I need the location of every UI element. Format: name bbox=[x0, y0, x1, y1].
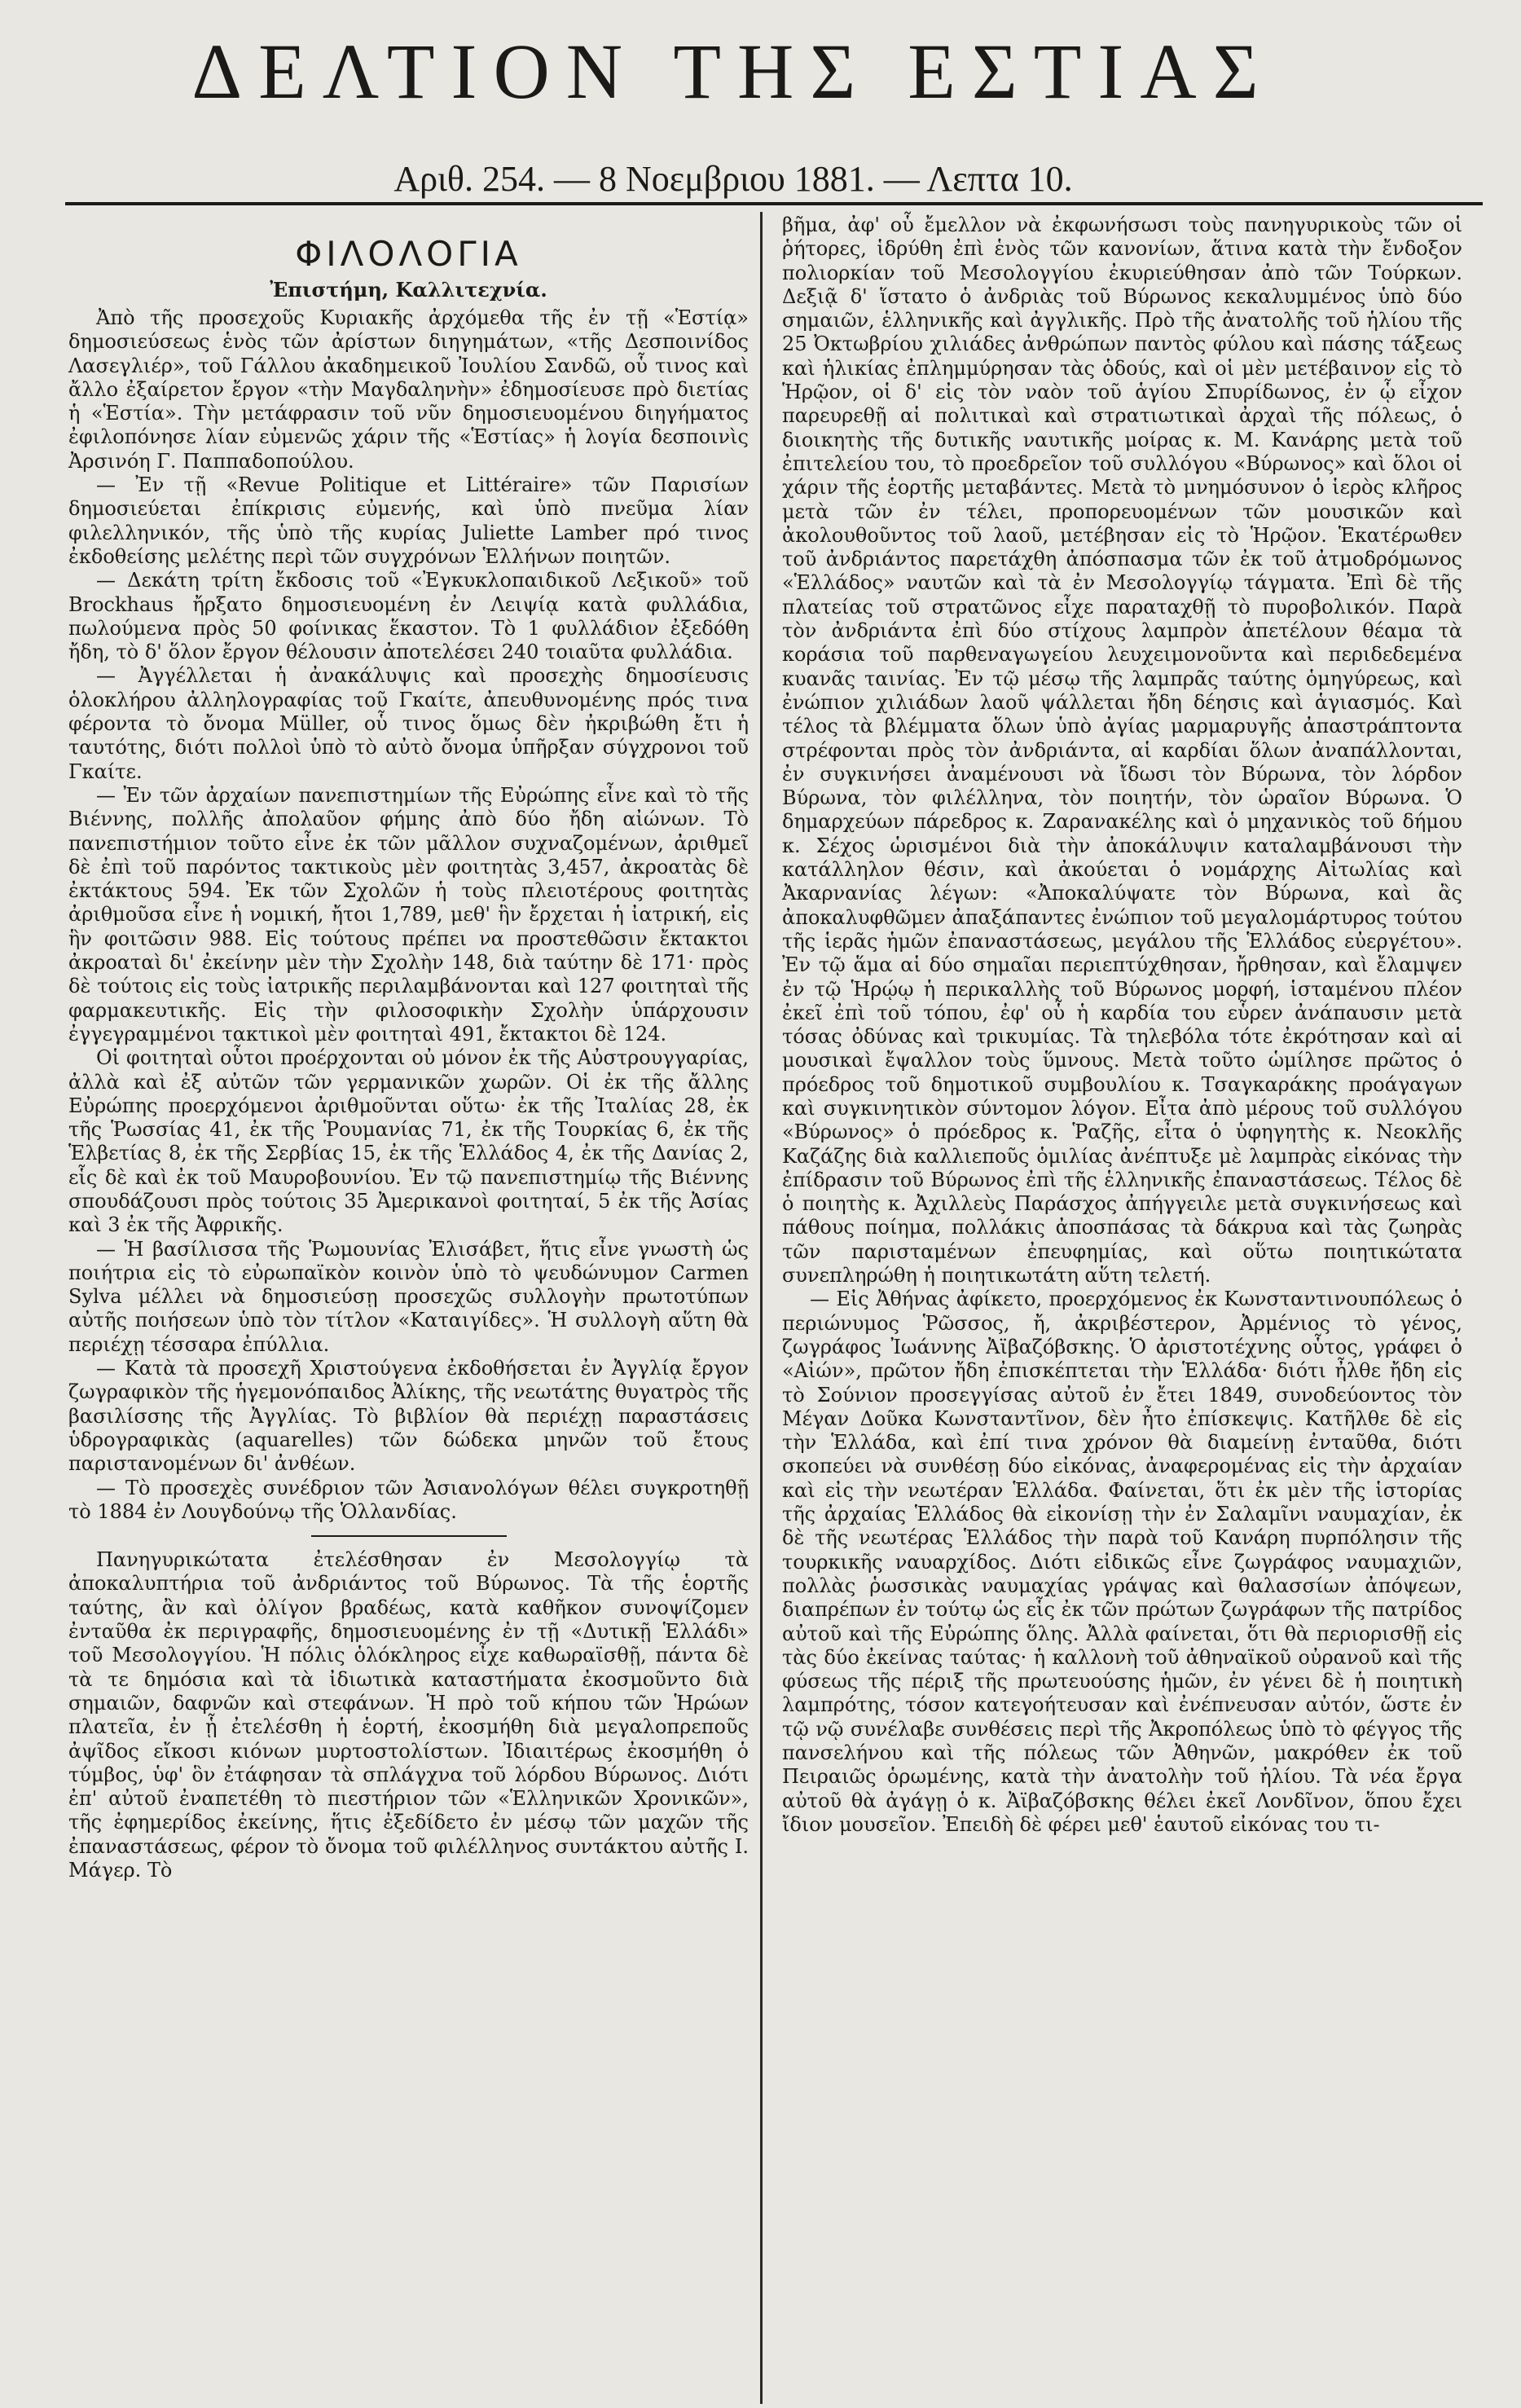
paragraph: — Εἰς Ἀθήνας ἀφίκετο, προερχόμενος ἐκ Κωνσταντινουπόλεως ὁ περιώνυμος Ῥῶσσος, ἤ, ἀκριβέστερον, Ἀρμένιος τὸ γένος, ζωγράφος Ἰωάννης Ἀϊβαζόβσκης. Ὁ ἀριστοτέχνης οὗτος, γράφει ὁ «Αἰών», πρῶτον ἤδη ἐπισκέπτεται τὴν Ἑλλάδα· διότι ἦλθε ἤδη εἰς τὸ Σούνιον προσεγγίσας αὐτοῦ ἐν ἔτει 1849, συνοδεύοντος τὸν Μέγαν Δοῦκα Κωνσταντῖνον, δὲν ἦτο ἐπίσκεψις. Κατῆλθε δὲ εἰς τὴν Ἑλλάδα, καὶ ἐπί τινα χρόνον θὰ διαμείνῃ ἐνταῦθα, διότι σκοπεύει νὰ συνθέσῃ δύο εἰκόνας, ἀναφερομένας εἰς τὴν ἀρχαίαν καὶ εἰς τὴν νεωτέραν Ἑλλάδα. Φαίνεται, ὅτι ἐκ μὲν τῆς ἱστορίας τῆς ἀρχαίας Ἑλλάδος θὰ εἰκονίσῃ τὴν ἐν Σαλαμῖνι ναυμαχίαν, ἐκ δὲ τῆς νεωτέρας Ἑλλάδος τὴν παρὰ τοῦ Κανάρη πυρπόλησιν τῆς τουρκικῆς ναυαρχίδος. Διότι εἰδικῶς εἶνε ζωγράφος ναυμαχιῶν, πολλὰς ῥωσσικὰς ναυμαχίας γράψας καὶ θαλασσίων ἀπόψεων, διαπρέπων ἐν τούτῳ ὡς εἷς ἐκ τῶν πρώτων ζωγράφων τῆς πατρίδος αὐτοῦ καὶ τῆς Εὐρώπης ὅλης. Ἀλλὰ φαίνεται, ὅτι θὰ περιορισθῇ εἰς τὰς δύο ἐκείνας ταύτας· ἡ καλλονὴ τοῦ ἀθηναϊκοῦ οὐρανοῦ καὶ τῆς φύσεως τῆς πέριξ τῆς πρωτευούσης ἡμῶν, ἐν γένει δὲ ἡ ποιητικὴ λαμπρότης, τόσον κατεγοήτευσαν καὶ ἐνέπνευσαν αὐτόν, ὥστε ἐν τῷ νῷ συνέλαβε συνθέσεις περὶ τῆς Ἀκροπόλεως ὑπὸ τὸ φέγγος τῆς πανσελήνου καὶ τῆς πόλεως τῶν Ἀθηνῶν, μακρόθεν ἐκ τοῦ Πειραιῶς ὁρωμένης, κατὰ τὴν ἀνατολὴν τοῦ ἡλίου. Τὰ νέα ἔργα αὐτοῦ θὰ ἀγάγῃ ὁ κ. Ἀϊβαζόβσκης θέλει ἐκεῖ Λονδῖνον, ὅπου ἔχει ἴδιον μουσεῖον. Ἐπειδὴ δὲ φέρει μεθ' ἑαυτοῦ εἰκόνας του τι- bbox=[782, 1288, 1462, 1836]
column-divider bbox=[760, 212, 763, 2404]
article-separator bbox=[311, 1535, 507, 1537]
paragraph: — Κατὰ τὰ προσεχῆ Χριστούγενα ἐκδοθήσεται ἐν Ἀγγλίᾳ ἔργον ζωγραφικὸν τῆς ἡγεμονόπαιδος Ἀλίκης, τῆς νεωτάτης θυγατρὸς τῆς βασιλίσσης τῆς Ἀγγλίας. Τὸ βιβλίον θὰ περιέχῃ παραστάσεις ὑδρογραφικὰς (aquarelles) τῶν δώδεκα μηνῶν τοῦ ἔτους παριστανομένων δι' ἀνθέων. bbox=[68, 1357, 749, 1476]
header-rule bbox=[65, 202, 1483, 205]
paragraph: — Δεκάτη τρίτη ἔκδοσις τοῦ «Ἐγκυκλοπαιδικοῦ Λεξικοῦ» τοῦ Brockhaus ἤρξατο δημοσιευομένη ἐν Λειψίᾳ κατὰ φυλλάδια, πωλούμενα πρὸς 50 φοίνικας ἕκαστον. Τὸ 1 φυλλάδιον ἐξεδόθη ἤδη, τὸ δ' ὅλον ἔργον θέλουσιν ἀποτελέσει 240 τοιαῦτα φυλλάδια. bbox=[68, 569, 749, 664]
paragraph: Πανηγυρικώτατα ἐτελέσθησαν ἐν Μεσολογγίῳ τὰ ἀποκαλυπτήρια τοῦ ἀνδριάντος τοῦ Βύρωνος. Τὰ τῆς ἑορτῆς ταύτης, ἂν καὶ ὀλίγον βραδέως, κατὰ καθῆκον συνοψίζομεν ἐνταῦθα ἐκ περιγραφῆς, δημοσιευομένης ἐν τῇ «Δυτικῇ Ἑλλάδι» τοῦ Μεσολογγίου. Ἡ πόλις ὁλόκληρος εἶχε καθωραϊσθῇ, πάντα δὲ τὰ τε δημόσια καὶ τὰ ἰδιωτικὰ καταστήματα ἐκοσμοῦντο διὰ σημαιῶν, δαφνῶν καὶ στεφάνων. Ἡ πρὸ τοῦ κήπου τῶν Ἡρώων πλατεῖα, ἐν ᾗ ἐτελέσθη ἡ ἑορτή, ἐκοσμήθη διὰ μεγαλοπρεποῦς ἀψῖδος εἴκοσι κιόνων μυρτοστολίστων. Ἰδιαιτέρως ἐκοσμήθη ὁ τύμβος, ὑφ' ὃν ἐτάφησαν τὰ σπλάγχνα τοῦ λόρδου Βύρωνος. Διότι ἐπ' αὐτοῦ ἐναπετέθη τὸ πιεστήριον τῶν «Ἑλληνικῶν Χρονικῶν», τῆς ἐφημερίδος ἐκείνης, ἥτις ἐξεδίδετο ἐν μέσῳ τῶν μαχῶν τῆς ἐπαναστάσεως, φέρον τὸ ὄνομα τοῦ φιλέλληνος συντάκτου αὐτῆς Ι. Μάγερ. Τὸ bbox=[68, 1548, 749, 1882]
newspaper-title: ΔΕΛΤΙΟΝ ΤΗΣ ΕΣΤΙΑΣ bbox=[191, 28, 1275, 115]
masthead bbox=[122, 28, 1344, 204]
section-subtitle: Ἐπιστήμη, Καλλιτεχνία. bbox=[270, 278, 547, 302]
paragraph: — Ἐν τῶν ἀρχαίων πανεπιστημίων τῆς Εὐρώπης εἶνε καὶ τὸ τῆς Βιέννης, πολλῆς ἀπολαῦον φήμης ἀπὸ δύο ἤδη αἰώνων. Τὸ πανεπιστήμιον τοῦτο εἶνε ἐκ τῶν μᾶλλον συχναζομένων, ἀριθμεῖ δὲ ἐπὶ τοῦ παρόντος τακτικοὺς μὲν φοιτητὰς 3,457, ἀκροατὰς δὲ ἐκτάκτους 594. Ἐκ τῶν Σχολῶν ἡ τοὺς πλειοτέρους φοιτητὰς ἀριθμοῦσα εἶνε ἡ νομική, ἤτοι 1,789, μεθ' ἣν ἔρχεται ἡ ἰατρική, εἰς ἣν φοιτῶσιν 988. Εἰς τούτους πρέπει να προστεθῶσιν ἔκτακτοι ἀκροαταὶ δι' ἐκείνην μὲν τὴν Σχολὴν 148, διὰ ταύτην δὲ 171· πρὸς δὲ τούτοις εἰς τοὺς ἰατρικῆς περιλαμβάνονται καὶ 127 φοιτηταὶ τῆς φαρμακευτικῆς. Εἰς τὴν φιλοσοφικὴν Σχολὴν ὑπάρχουσιν ἐγγεγραμμένοι τακτικοὶ μὲν φοιτηταὶ 491, ἔκτακτοι δὲ 124. bbox=[68, 783, 749, 1046]
paragraph: — Τὸ προσεχὲς συνέδριον τῶν Ἀσιανολόγων θέλει συγκροτηθῇ τὸ 1884 ἐν Λουγδούνῳ τῆς Ὁλλανδίας. bbox=[68, 1476, 749, 1523]
issue-line: Αριθ. 254. — 8 Νοεμβριου 1881. — Λεπτα 10. bbox=[393, 159, 1073, 199]
paragraph: Οἱ φοιτηταὶ οὗτοι προέρχονται οὐ μόνον ἐκ τῆς Αὐστρουγγαρίας, ἀλλὰ καὶ ἐξ αὐτῶν τῶν γερμανικῶν χωρῶν. Οἱ ἐκ τῆς ἄλλης Εὐρώπης προερχόμενοι ἀριθμοῦνται οὕτω· ἐκ τῆς Ἰταλίας 28, ἐκ τῆς Ῥωσσίας 41, ἐκ τῆς Ῥουμανίας 71, ἐκ τῆς Τουρκίας 6, ἐκ τῆς Ἑλβετίας 8, ἐκ τῆς Σερβίας 15, ἐκ τῆς Ἑλλάδος 4, ἐκ τῆς Δανίας 2, εἷς δὲ καὶ ἐκ τοῦ Μαυροβουνίου. Ἐν τῷ πανεπιστημίῳ τῆς Βιέννης σπουδάζουσι πρὸς τούτοις 35 Ἀμερικανοὶ φοιτηταί, 5 ἐκ τῆς Ἀσίας καὶ 3 ἐκ τῆς Ἀφρικῆς. bbox=[68, 1046, 749, 1237]
paragraph: — Ἡ βασίλισσα τῆς Ῥωμουνίας Ἐλισάβετ, ἥτις εἶνε γνωστὴ ὡς ποιήτρια εἰς τὸ εὐρωπαϊκὸν κοινὸν ὑπὸ τὸ ψευδώνυμον Carmen Sylva μέλλει νὰ δημοσιεύσῃ προσεχῶς συλλογὴν πρωτοτύπων αὐτῆς ποιήσεων ὑπὸ τὸν τίτλον «Καταιγίδες». Ἡ συλλογὴ αὕτη θὰ περιέχῃ τέσσαρα ἐπύλλια. bbox=[68, 1237, 749, 1356]
paragraph: — Ἐν τῇ «Revue Politique et Littéraire» τῶν Παρισίων δημοσιεύεται ἐπίκρισις εὐμενής, καὶ ὑπὸ πνεῦμα λίαν φιλελληνικόν, τῆς ὑπὸ τῆς κυρίας Juliette Lamber πρό τινος ἐκδοθείσης μελέτης περὶ τῶν συγχρόνων Ἑλλήνων ποιητῶν. bbox=[68, 473, 749, 568]
right-column bbox=[782, 214, 1462, 1837]
paragraph: Ἀπὸ τῆς προσεχοῦς Κυριακῆς ἀρχόμεθα τῆς ἐν τῇ «Ἑστίᾳ» δημοσιεύσεως ἑνὸς τῶν ἀρίστων διηγημάτων, «τῆς Δεσποινίδος Λασεγλιέρ», τοῦ Γάλλου ἀκαδημεικοῦ Ἰουλίου Σανδῶ, οὗ τινος καὶ ἄλλο ἐξαίρετον ἔργον «τὴν Μαγδαληνὴν» ἐδημοσίευσε πρὸ διετίας ἡ «Ἑστία». Τὴν μετάφρασιν τοῦ νῦν δημοσιευομένου διηγήματος ἐφιλοπόνησε λίαν εὐμενῶς χάριν τῆς «Ἑστίας» ἡ λογία δεσποινὶς Ἀρσινόη Γ. Παππαδοπούλου. bbox=[68, 306, 749, 473]
paragraph: — Ἀγγέλλεται ἡ ἀνακάλυψις καὶ προσεχὴς δημοσίευσις ὁλοκλήρου ἀλληλογραφίας τοῦ Γκαίτε, ἀπευθυνομένης πρός τινα φέροντα τὸ ὄνομα Müller, οὗ τινος ὅμως δὲν ἠκριβώθη ἔτι ἡ ταυτότης, διότι πολλοὶ ὑπὸ τὸ αὐτὸ ὄνομα ὑπῆρξαν σύγχρονοι τοῦ Γκαίτε. bbox=[68, 664, 749, 783]
left-column bbox=[68, 214, 749, 1882]
paragraph: βῆμα, ἀφ' οὗ ἔμελλον νὰ ἐκφωνήσωσι τοὺς πανηγυρικοὺς τῶν οἱ ῥήτορες, ἱδρύθη ἐπὶ ἑνὸς τῶν κανονίων, ἅτινα κατὰ τὴν ἔνδοξον πολιορκίαν τοῦ Μεσολογγίου ἐκυριεύθησαν ἀπὸ τῶν Τούρκων. Δεξιᾷ δ' ἵστατο ὁ ἀνδριὰς τοῦ Βύρωνος κεκαλυμμένος ὑπὸ δύο σημαιῶν, ἑλληνικῆς καὶ ἀγγλικῆς. Πρὸ τῆς ἀνατολῆς τοῦ ἡλίου τῆς 25 Ὀκτωβρίου χιλιάδες ἀνθρώπων παντὸς φύλου καὶ πάσης τάξεως καὶ ἡλικίας ἐπλημμύρησαν τὰς ὁδούς, καὶ οἱ μὲν μετέβαινον εἰς τὸ Ἡρῷον, οἱ δ' εἰς τὸν ναὸν τοῦ ἁγίου Σπυρίδωνος, ἐν ᾧ εἶχον παρευρεθῇ αἱ πολιτικαὶ καὶ στρατιωτικαὶ ἀρχαὶ τῆς πόλεως, ὁ διοικητὴς τῆς δυτικῆς ναυτικῆς μοίρας κ. Μ. Κανάρης μετὰ τοῦ ἐπιτελείου του, τὸ προεδρεῖον τοῦ συλλόγου «Βύρωνος» καὶ ὅλοι οἱ χάριν τῆς ἑορτῆς μεταβάντες. Μετὰ τὸ μνημόσυνον ὁ ἱερὸς κλῆρος μετὰ τῶν ἐν τέλει, προπορευομένων τῶν μουσικῶν καὶ ἀκολουθοῦντος τοῦ λαοῦ, μετέβησαν εἰς τὸ Ἡρῷον. Ἑκατέρωθεν τοῦ ἀνδριάντος παρετάχθη ἀπόσπασμα τῶν ἐκ τοῦ ἀτμοδρόμωνος «Ἑλλάδος» ναυτῶν καὶ τὰ ἐν Μεσολογγίῳ τάγματα. Ἐπὶ δὲ τῆς πλατείας τοῦ στρατῶνος εἶχε παραταχθῇ τὸ πυροβολικόν. Παρὰ τὸν ἀνδριάντα ἐπὶ δύο στίχους λαμπρὸν ἀπετέλουν θέαμα τὰ κοράσια τοῦ παρθεναγωγείου λευχειμονοῦντα καὶ περιδεδεμένα κυανᾶς ταινίας. Ἐν τῷ μέσῳ τῆς λαμπρᾶς ταύτης ὁμηγύρεως, καὶ ἐνώπιον χιλιάδων λαοῦ ψάλλεται ἤδη δέησις καὶ ἁγιασμός. Καὶ τέλος τὰ βλέμματα ὅλων ὑπὸ ἀγίας μαρμαρυγῆς ἀπαστράπτοντα στρέφονται πρὸς τὸν ἀνδριάντα, αἱ καρδίαι ὅλων ἀναπάλλονται, ἐν συγκινήσει ἀναμένουσι νὰ ἴδωσι τὸν Βύρωνα, τὸν λόρδον Βύρωνα, τὸν φιλέλληνα, τὸν ποιητήν, τὸν ὡραῖον Βύρωνα. Ὁ δημαρχεύων πάρεδρος κ. Ζαρανακέλης καὶ ὁ μηχανικὸς τοῦ δήμου κ. Σέχος ὡρισμένοι διὰ τὴν ἀποκάλυψιν καταλαμβάνουσι τὴν κατάλληλον θέσιν, καὶ ἀκούεται ὁ νομάρχης Αἰτωλίας καὶ Ἀκαρνανίας λέγων: «Ἀποκαλύψατε τὸν Βύρωνα, καὶ ἂς ἀποκαλυφθῶμεν ἀπαξάπαντες ἐνώπιον τοῦ μεγαλομάρτυρος τούτου τῆς ἱερᾶς ἡμῶν ἐπαναστάσεως, μεγάλου τῆς Ἑλλάδος εὐεργέτου». Ἐν τῷ ἅμα αἱ δύο σημαῖαι περιεπτύχθησαν, ἤρθησαν, καὶ ἔλαμψεν ἐν τῷ Ἡρῴῳ ἡ περικαλλὴς τοῦ Βύρωνος μορφή, ἱσταμένου πλέον ἐκεῖ ἐπὶ τοῦ τόπου, ἐφ' οὗ ἡ καρδία του εὗρεν ἀνάπαυσιν μετὰ τόσας ὀδύνας καὶ τρικυμίας. Τὰ τηλεβόλα τότε ἐκρότησαν καὶ αἱ μουσικαὶ ἔψαλλον τοὺς ὕμνους. Μετὰ τοῦτο ὡμίλησε πρῶτος ὁ πρόεδρος τοῦ δημοτικοῦ συμβουλίου κ. Τσαγκαράκης προάγαγων καὶ συγκινητικὸν σύντομον λόγον. Εἶτα ἀπὸ μέρους τοῦ συλλόγου «Βύρωνος» ὁ πρόεδρος κ. Ῥαζῆς, εἶτα ὁ ὑφηγητὴς κ. Νεοκλῆς Καζάζης διὰ καλλιεποῦς ὁμιλίας ἀνέπτυξε μὲ λαμπρὰς εἰκόνας τὴν ἐπίδρασιν τοῦ Βύρωνος ἐπὶ τῆς ἑλληνικῆς ἐπαναστάσεως. Τέλος δὲ ὁ ποιητὴς κ. Ἀχιλλεὺς Παράσχος ἀπήγγειλε μετὰ συγκινήσεως καὶ πάθους ποίημα, πολλάκις ἀποσπάσας τὰ δάκρυα καὶ τὰς ζωηρὰς τῶν παρισταμένων ἐπευφημίας, καὶ οὕτω ποιητικώτατα συνεπληρώθη ἡ ποιητικωτάτη αὕτη τελετή. bbox=[782, 214, 1462, 1288]
section-title: ΦΙΛΟΛΟΓΙΑ bbox=[295, 234, 522, 274]
